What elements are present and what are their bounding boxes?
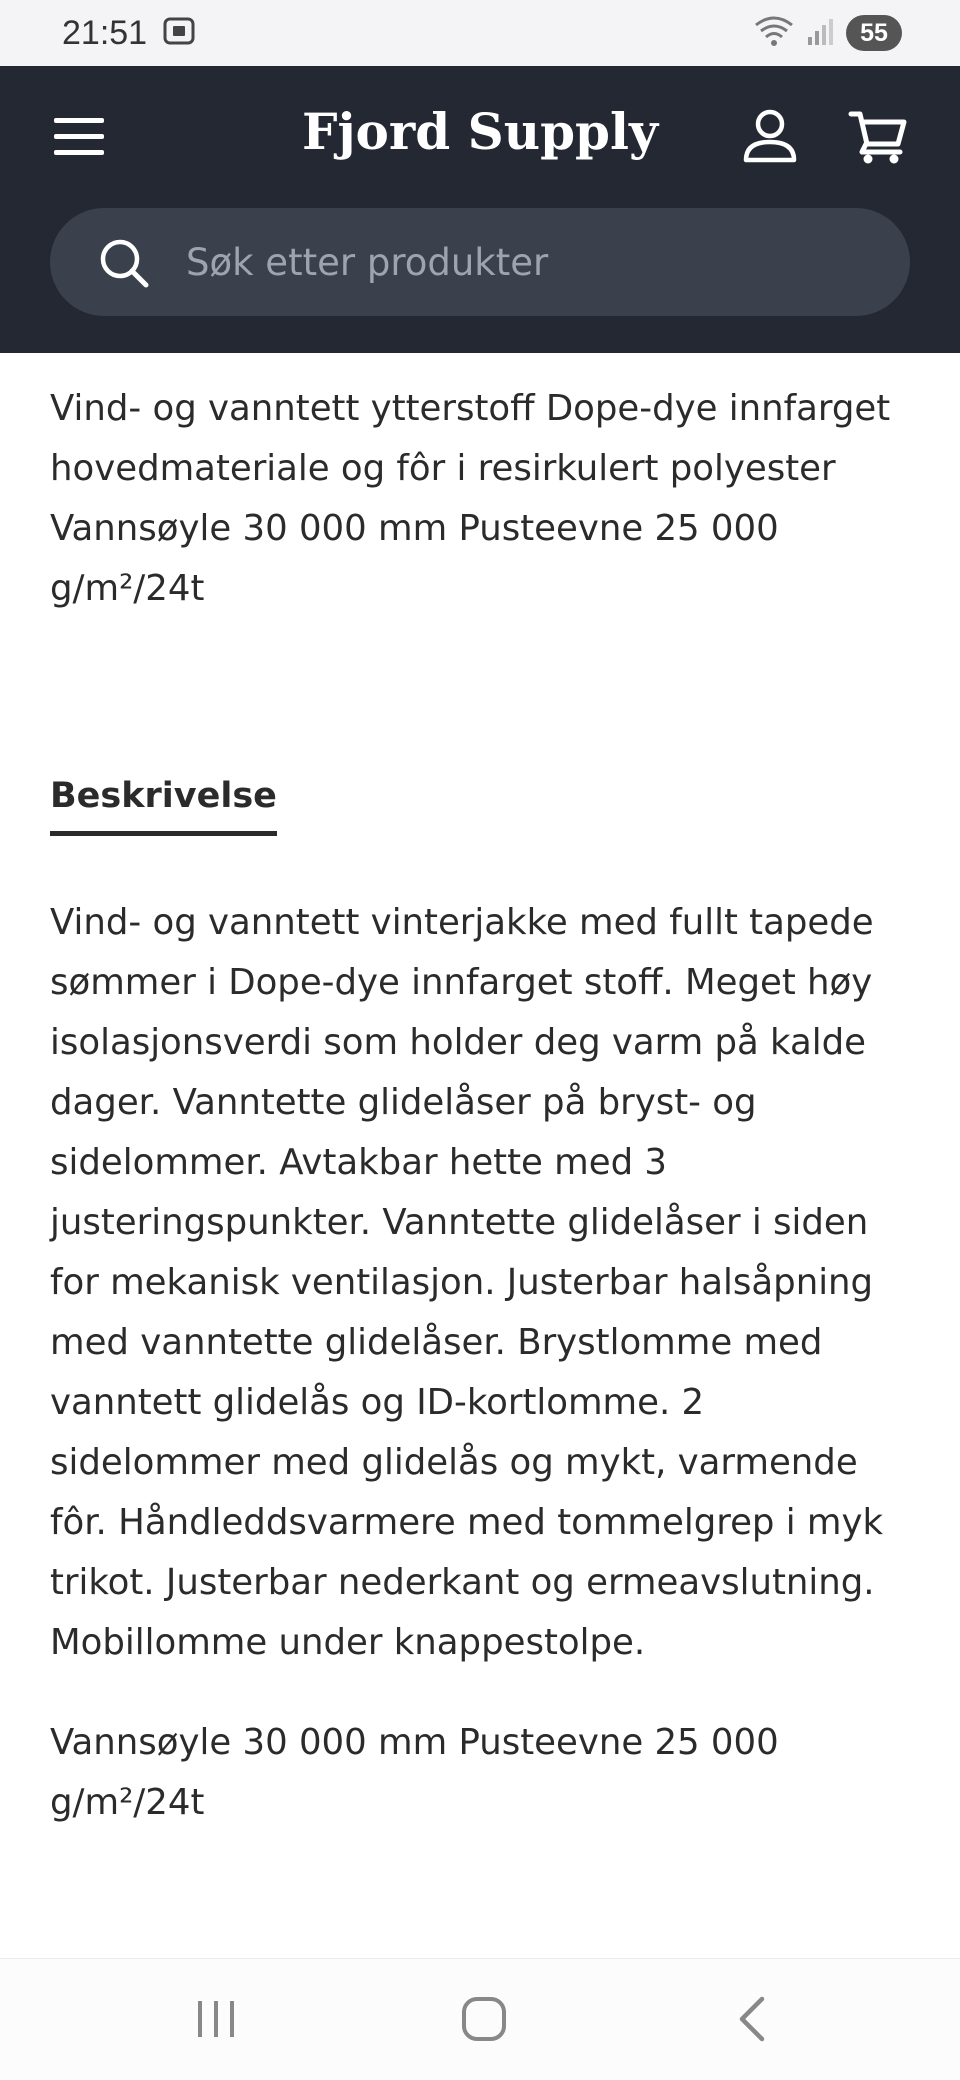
home-icon bbox=[454, 1989, 514, 2049]
system-navigation-bar bbox=[0, 1958, 960, 2080]
status-right bbox=[752, 13, 902, 53]
status-time: 21:51 bbox=[62, 13, 148, 52]
back-button[interactable] bbox=[724, 1989, 784, 2049]
search-input[interactable] bbox=[184, 232, 864, 292]
brand-logo[interactable]: Fjord Supply bbox=[301, 102, 659, 161]
wifi-icon bbox=[752, 13, 796, 53]
recent-apps-icon bbox=[186, 1989, 246, 2049]
product-description-text: Vind- og vanntett vinterjakke med fullt tapede sømmer i Dope-dye innfarget stoff. Meget høy isolasjonsverdi som holder deg varm på kalde dager. Vanntette glidelåser på bryst- og sidelommer. Avtakbar hette med 3 justeringspunkter. Vanntette glidelåser i siden for mekanisk ventilasjon. Justerbar halsåpning med vanntette glidelåser. Brystlomme med vanntett glidelås og ID-kortlomme. 2 sidelommer med glidelås og mykt, varmende fôr. Håndleddsvarmere med tommelgrep i myk trikot. Justerbar nederkant og ermeavslutning. Mobillomme under knappestolpe. bbox=[50, 902, 884, 1663]
product-specs-text: Vannsøyle 30 000 mm Pusteevne 25 000 g/m²/24t bbox=[50, 1722, 779, 1823]
status-bar bbox=[0, 0, 960, 66]
battery-indicator: 55 bbox=[846, 15, 902, 51]
screenshot-icon bbox=[163, 16, 195, 50]
header-top-row bbox=[0, 66, 960, 206]
home-button[interactable] bbox=[454, 1989, 514, 2049]
signal-icon bbox=[806, 15, 836, 51]
cart-button[interactable] bbox=[848, 106, 908, 166]
search-icon bbox=[98, 237, 150, 289]
status-left bbox=[62, 14, 195, 53]
back-icon bbox=[724, 1989, 784, 2049]
user-icon bbox=[740, 106, 800, 166]
site-header bbox=[0, 66, 960, 353]
account-button[interactable] bbox=[740, 106, 800, 166]
tab-description[interactable]: Beskrivelse bbox=[50, 771, 277, 836]
shopping-cart-icon bbox=[848, 106, 908, 166]
recent-apps-button[interactable] bbox=[186, 1989, 246, 2049]
product-intro-text: Vind- og vanntett ytterstoff Dope-dye innfarget hovedmateriale og fôr i resirkulert polyester Vannsøyle 30 000 mm Pusteevne 25 000 g/m²/24t bbox=[50, 388, 891, 609]
search-bar[interactable] bbox=[50, 208, 910, 316]
